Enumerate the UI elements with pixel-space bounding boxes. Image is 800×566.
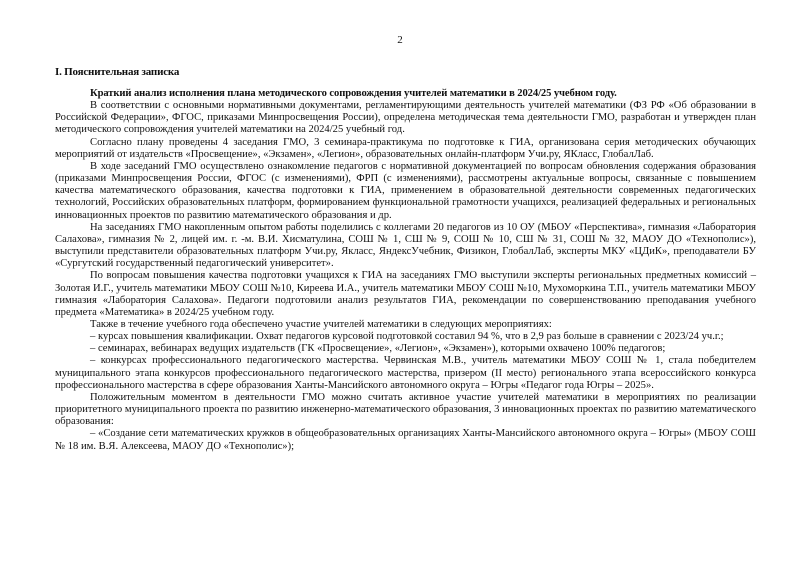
list-item-courses: – курсах повышения квалификации. Охват педагогов курсовой подготовкой составил 94 %, что в 2,9 раз больше в сравнении с 2023/24 уч.г.; (90, 331, 724, 343)
section-title: I. Пояснительная записка (55, 66, 180, 78)
paragraph-regulatory-basis: В соответствии с основными нормативными документами, регламентирующими деятельность учителей математики (ФЗ РФ «Об образовании в Российской Федерации», ФГОС, приказами Минпросвещения России), определена методическая тема деятельности ГМО, разработан и утвержден план методического сопровождения учителей математики на 2024/25 учебный год. (55, 100, 756, 136)
paragraph-events-intro: Также в течение учебного года обеспечено участие учителей математики в следующих мероприятиях: (90, 318, 552, 330)
paragraph-meeting-topics: В ходе заседаний ГМО осуществлено ознакомление педагогов с нормативной документацией по вопросам обновления содержания образования (приказами Минпросвещения России, ФГОС (с изменениями), ФРП (с изменениями), рассмотрены актуальные вопросы, связанные с повышением качества математического образования, качества подготовки к ГИА, применением в образовательной деятельности современных педагогических технологий, Российских образовательных платформ, формированием функциональной грамотности учащихся, реализацией федеральных и региональных инновационных проектов по развитию математического образования и др. (55, 160, 756, 221)
list-item-contests: – конкурсах профессионального педагогического мастерства. Червинская М.В., учитель математики МБОУ СОШ № 1, стала победителем муниципального этапа конкурсов профессионального педагогического мастерства, призером (II место) регионального этапа всероссийского конкурса профессионального мастерства в сфере образования Ханты-Мансийского автономного округа – Югры «Педагог года Югры – 2025». (55, 355, 756, 391)
summary-heading: Краткий анализ исполнения плана методического сопровождения учителей математики в 2024/25 учебном году. (90, 88, 617, 99)
paragraph-positive-moment: Положительным моментом в деятельности ГМО можно считать активное участие учителей математики в мероприятиях по реализации приоритетного муниципального проекта по развитию инженерно-математического образования, 3 инновационных проектах по развитию математического образования: (55, 391, 756, 428)
page-number: 2 (397, 34, 403, 46)
paragraph-gia-experts: По вопросам повышения качества подготовки учащихся к ГИА на заседаниях ГМО выступили эксперты региональных предметных комиссий – Золотая И.Г., учитель математики МБОУ СОШ №10, Киреева И.А., учитель математики МБОУ СОШ №10, Мухоморкина Т.П., учитель математики МБОУ гимназия «Лаборатория Салахова». Педагоги подготовили анализ результатов ГИА, рекомендации по совершенствованию преподавания учебного предмета «Математика» в 2024/25 учебном году. (55, 270, 756, 318)
paragraph-experience-sharing: На заседаниях ГМО накопленным опытом работы поделились с коллегами 20 педагогов из 10 ОУ (МБОУ «Перспектива», гимназия «Лаборатория Салахова», гимназия № 2, лицей им. г. -м. В.И. Хисматулина, СОШ № 1, СШ № 9, СОШ № 10, СШ № 31, СОШ № 32, МАОУ ДО «Технополис»), выступили представители образовательных платформ Учи.ру, Яклacc, ЯндексУчебник, Физикон, ГлобалЛаб, эксперты МКУ «ЦДиК», преподаватели БУ «Сургутский государственный педагогический университет». (55, 221, 756, 270)
paragraph-meetings-held: Согласно плану проведены 4 заседания ГМО, 3 семинара-практикума по подготовке к ГИА, организована серия методических обучающих мероприятий от издательств «Просвещение», «Экзамен», «Легион», образовательных онлайн-платформ Учи.ру, ЯКласс, ГлобалЛаб. (55, 136, 756, 160)
document-body (55, 88, 756, 453)
list-item-math-circles: – «Создание сети математических кружков в общеобразовательных организациях Ханты-Мансийского автономного округа – Югры» (МБОУ СОШ № 18 им. В.Я. Алексеева, МАОУ ДО «Технополис»); (55, 428, 756, 452)
list-item-seminars: – семинарах, вебинарах ведущих издательств (ГК «Просвещение», «Легион», «Экзамен»), которыми охвачено 100% педагогов; (90, 343, 666, 355)
